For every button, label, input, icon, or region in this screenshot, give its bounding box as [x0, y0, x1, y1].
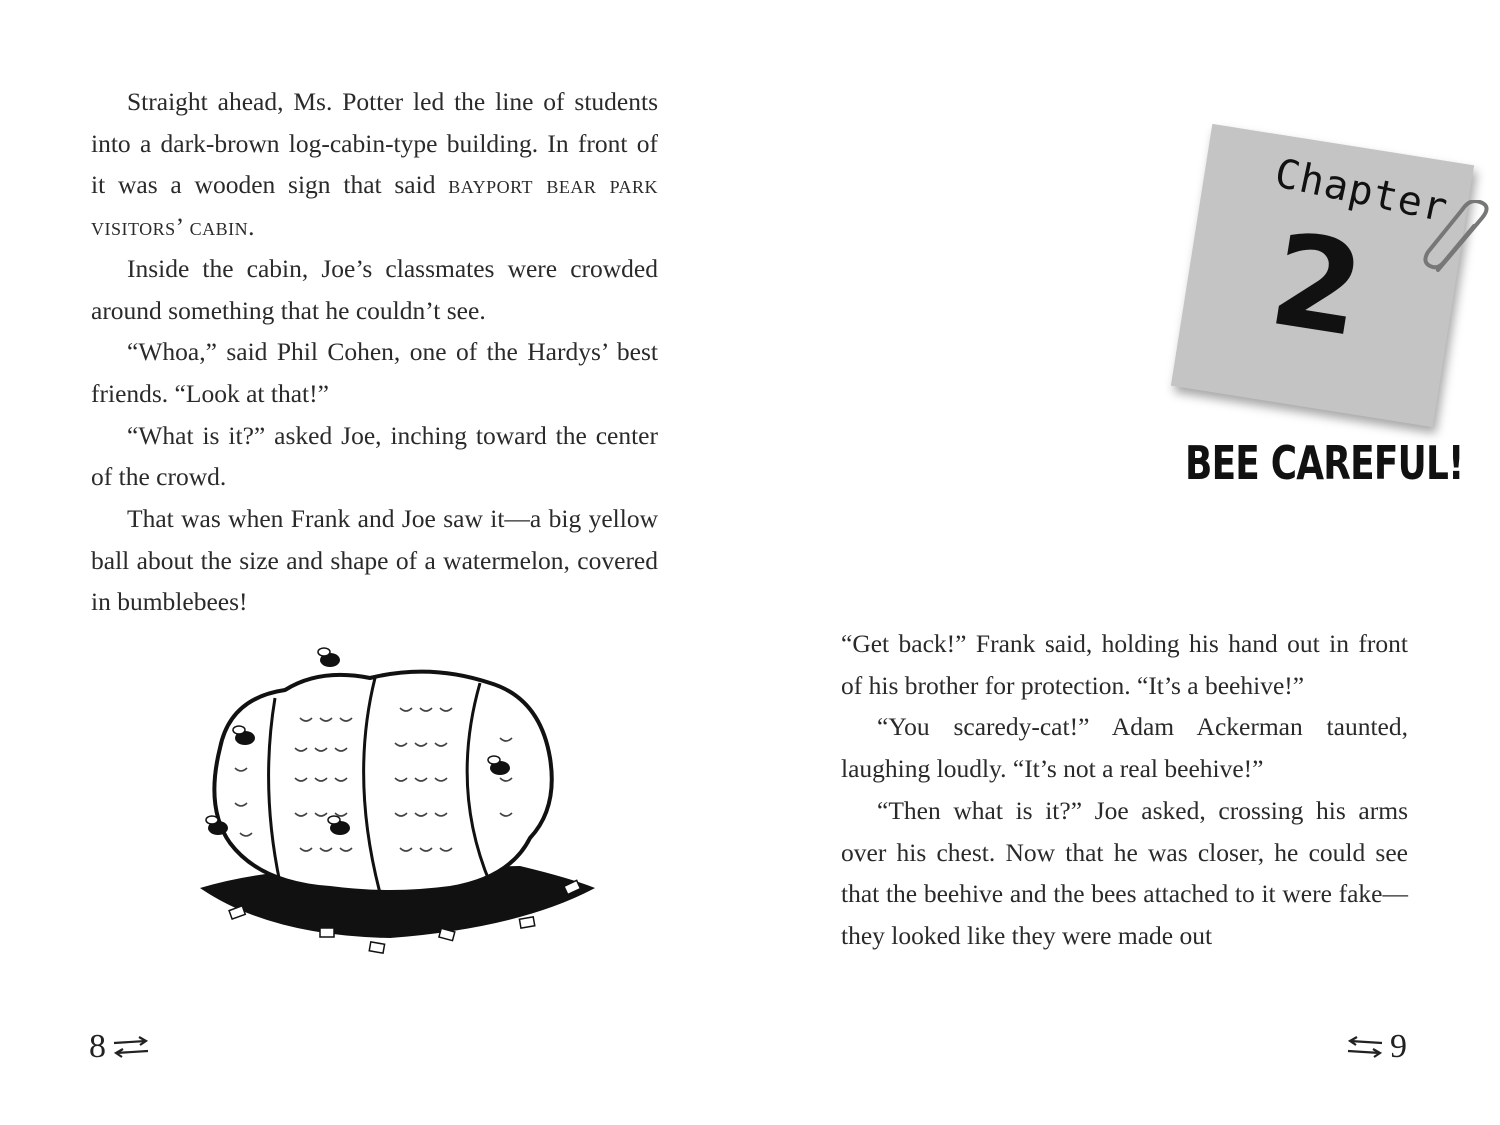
page-number: 9	[1390, 1028, 1407, 1065]
chapter-title: BEE CAREFUL!	[1185, 436, 1464, 490]
page-number-right	[1346, 1028, 1407, 1066]
double-arrow-icon	[112, 1036, 150, 1058]
paragraph: “Then what is it?” Joe asked, crossing his arms over his chest. Now that he was closer, he could see that the beehive and the bees attached to it were fake—they looked like they were made out	[841, 795, 1408, 950]
double-arrow-icon	[1346, 1036, 1384, 1058]
paragraph: Inside the cabin, Joe’s classmates were crowded around something that he couldn’t see.	[91, 253, 658, 325]
beehive-illustration	[190, 638, 610, 973]
page-number: 8	[89, 1028, 106, 1065]
paragraph: That was when Frank and Joe saw it—a big yellow ball about the size and shape of a watermelon, covered in bumblebees!	[91, 504, 658, 617]
chapter-label: Chapter	[1270, 150, 1453, 232]
chapter-number: 2	[1261, 205, 1373, 367]
paragraph: “What is it?” asked Joe, inching toward the center of the crowd.	[91, 420, 658, 492]
paragraph: “You scaredy-cat!” Adam Ackerman taunted, laughing loudly. “It’s not a real beehive!”	[841, 712, 1408, 784]
sign-text: bayport bear park visitors’ cabin	[91, 170, 659, 242]
right-body-text	[841, 623, 1408, 957]
left-body-text	[91, 81, 658, 623]
paperclip-icon	[1420, 200, 1500, 290]
paragraph: “Whoa,” said Phil Cohen, one of the Hardys’ best friends. “Look at that!”	[91, 337, 658, 408]
paragraph: “Get back!” Frank said, holding his hand out in front of his brother for protection. “It’s a beehive!”	[841, 629, 1408, 700]
page-number-left	[89, 1028, 150, 1066]
paragraph: Straight ahead, Ms. Potter led the line of students into a dark-brown log-cabin-type building. In front of it was a wooden sign that said bayport bear park visitors’ cabin.	[91, 87, 659, 242]
